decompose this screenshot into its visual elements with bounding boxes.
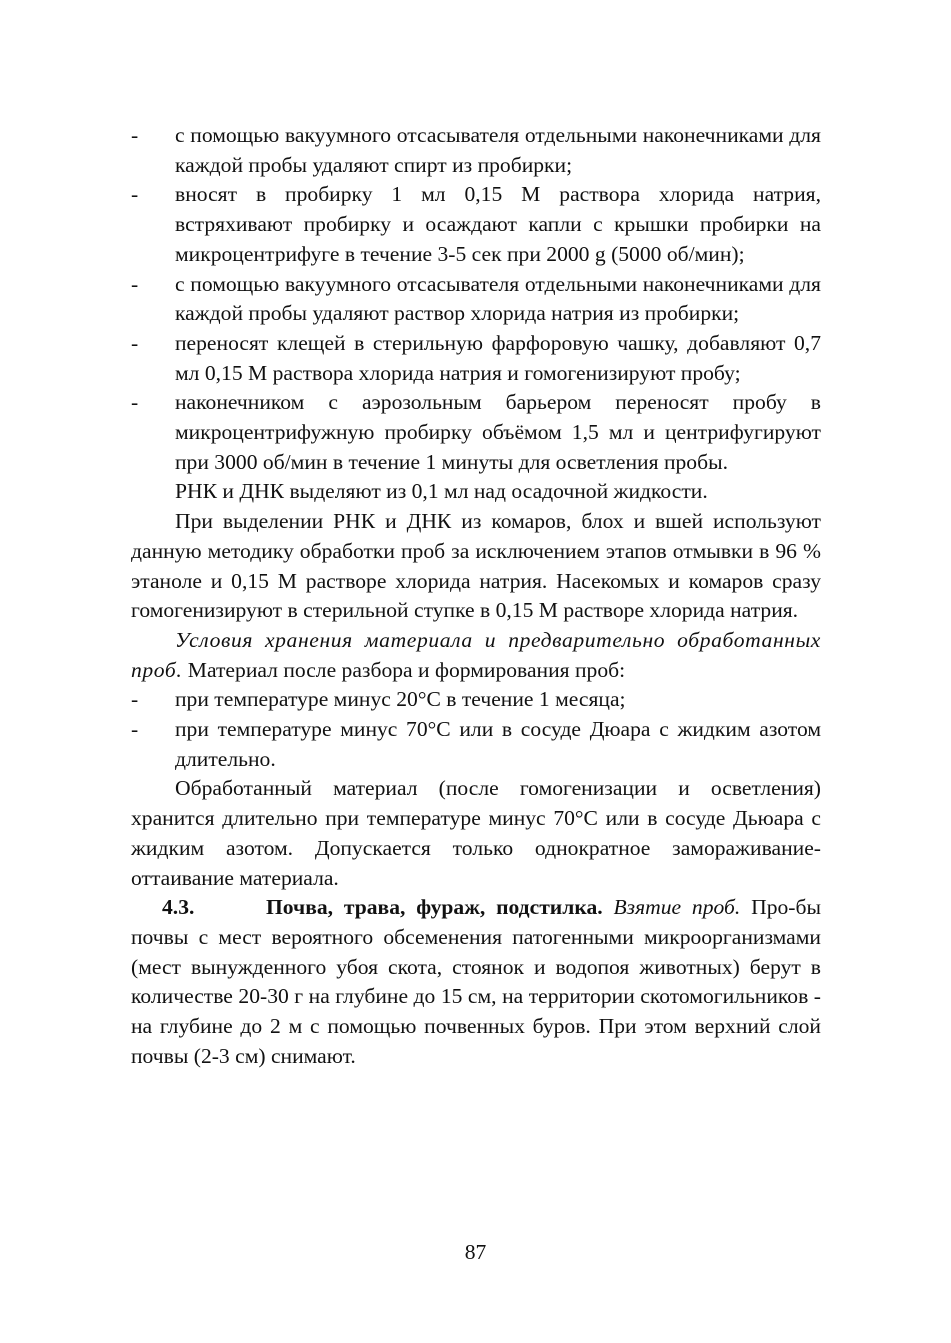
list-item-text: наконечником с аэрозольным барьером переносят пробу в микроцентрифужную пробирку объёмом 1,5 мл и центрифугируют при 3000 об/мин в течение 1 минуты для осветления пробы. <box>175 390 821 474</box>
list-item <box>131 121 821 180</box>
paragraph-storage-conditions <box>131 626 821 685</box>
section-text: бы почвы с мест вероятного обсеменения патогенными микроорганизмами (мест вынужденного убоя скота, стоянок и водопоя животных) берут в количестве 20-30 г на глубине до 15 см, на территории скотомогильников - на глубине до 2 м с помощью почвенных буров. При этом верхний слой почвы (2-3 см) снимают. <box>131 895 821 1068</box>
list-dash: - <box>131 717 139 742</box>
list-item-text: переносят клещей в стерильную фарфоровую чашку, добавляют 0,7 мл 0,15 М раствора хлорида натрия и гомогенизируют пробу; <box>175 330 821 385</box>
section-number: 4.3. <box>162 895 195 920</box>
section-title: Почва, трава, фураж, подстилка. <box>266 895 603 920</box>
section-4-3 <box>131 893 821 1071</box>
paragraph-insects: При выделении РНК и ДНК из комаров, блох и вшей используют данную методику обработки проб за исключением этапов отмывки в 96 % этаноле и 0,15 М растворе хлорида натрия. Насекомых и комаров сразу гомогенизируют в стерильной ступке в 0,15 М растворе хлорида натрия. <box>131 509 821 623</box>
paragraph-rna-dna: РНК и ДНК выделяют из 0,1 мл над осадочной жидкости. <box>175 479 708 504</box>
list-dash: - <box>131 123 139 147</box>
storage-intro-text: Материал после разбора и формирования проб: <box>182 657 626 682</box>
list-item <box>131 329 821 388</box>
list-dash: - <box>131 687 139 712</box>
list-dash: - <box>131 390 139 415</box>
section-italic-lead: Взятие проб. <box>613 895 741 920</box>
list-item-text: вносят в пробирку 1 мл 0,15 М раствора хлорида натрия, встряхивают пробирку и осаждают капли с крышки пробирки на микроцентрифуге в течение 3-5 сек при 2000 g (5000 об/мин); <box>175 182 821 266</box>
list-item-text: при температуре минус 20°С в течение 1 месяца; <box>175 687 626 712</box>
list-item <box>131 270 821 329</box>
list-item-text: при температуре минус 70°С или в сосуде Дюара с жидким азотом длительно. <box>175 717 821 771</box>
page-number: 87 <box>464 1240 487 1264</box>
list-dash: - <box>131 330 139 355</box>
list-item <box>131 715 821 774</box>
section-overflow-word: Про- <box>751 895 796 920</box>
list-item-text: с помощью вакуумного отсасывателя отдельными наконечниками для каждой пробы удаляют спирт из пробирки; <box>175 123 821 177</box>
page-body-text <box>131 121 821 1072</box>
storage-italic-heading: Условия хранения материала и предварительно обработанных проб. <box>131 627 821 682</box>
list-item <box>131 388 821 477</box>
paragraph-processed-material: Обработанный материал (после гомогенизации и осветления) хранится длительно при температуре минус 70°С или в сосуде Дьюара с жидким азотом. Допускается только однократное замораживание-оттаивание материала. <box>131 776 821 890</box>
list-item-text: с помощью вакуумного отсасывателя отдельными наконечниками для каждой пробы удаляют раствор хлорида натрия из пробирки; <box>175 271 821 326</box>
list-item <box>131 685 821 715</box>
list-dash: - <box>131 271 139 296</box>
list-dash: - <box>131 182 139 207</box>
list-item <box>131 180 821 269</box>
